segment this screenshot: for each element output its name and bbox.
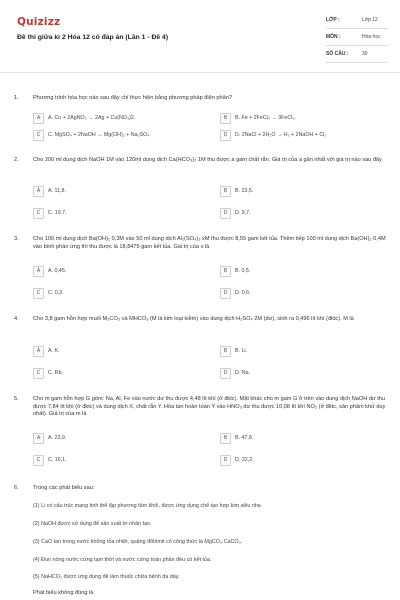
option-letter: C: [33, 455, 44, 466]
option-letter: B: [220, 186, 231, 197]
option-letter: D: [220, 288, 231, 299]
question-text: Cho m gam hỗn hợp G gồm: Na, Al, Fe vào nước dư thu được 4,48 lít khí (ở đktc). Mặt khác cho m gam G ở trên vào dung dịch NaOH dư thu được 7,84 lít khí (ở đktc) và dung dịch X, chất rắn Y. Hòa tan hoàn toàn Y vào HNO₃ dư thu được 10,08 lít khí NO₂ (ở đktc, sản phẩm khử duy nhất). Giá trị của m là: [33, 396, 386, 418]
option-letter: D: [220, 130, 231, 141]
header-divider: [0, 72, 400, 73]
option-letter: D: [220, 208, 231, 219]
option-letter: C: [33, 288, 44, 299]
option-text: D. Na.: [235, 370, 251, 376]
question-number: 6.: [14, 485, 19, 491]
statement-1: (1) Li có cấu trúc mạng tinh thể lập phương tâm khối, được ứng dụng chế tạo hợp kim siêu nhẹ.: [33, 503, 263, 509]
question-text: Cho 100 ml dung dịch Ba(OH)₂ 0,3M vào 50 ml dung dịch Al₂(SO₄)₃ xM thu được 8,55 gam kết tủa. Thêm tiếp 100 ml dung dịch Ba(OH)₂ 0,4M vào bình phản ứng thì thu được là 18,8475 gam kết tủa. Giá trị của x là: [33, 236, 386, 250]
statement-3: (3) CaO tan trong nước không tỏa nhiệt, quặng đôlômit có công thức là MgCO₃.CaCO₃.: [33, 539, 243, 545]
option-letter: D: [220, 368, 231, 379]
option-letter: A: [33, 186, 44, 197]
option-letter: B: [220, 346, 231, 357]
option-letter: D: [220, 455, 231, 466]
option-text: C. 19,7.: [48, 210, 67, 216]
option-text: C. Rb.: [48, 370, 64, 376]
meta-key: MÔN :: [326, 34, 341, 40]
meta-grade: [326, 12, 388, 29]
question-number: 4.: [14, 316, 19, 322]
question-text: Trong các phát biểu sau:: [33, 485, 95, 491]
option-letter: B: [220, 266, 231, 277]
option-letter: C: [33, 368, 44, 379]
option-text: D. 9,7.: [235, 210, 251, 216]
option-text: B. Li.: [235, 348, 248, 354]
option-text: C. 0,3.: [48, 290, 64, 296]
option-text: A. 11,8.: [48, 188, 66, 194]
option-letter: C: [33, 130, 44, 141]
meta-question-count: [326, 46, 388, 63]
option-text: B. 23,5.: [235, 188, 254, 194]
question-number: 1.: [14, 95, 19, 101]
question-text: Phương trình hóa học nào sau đây chỉ thực hiện bằng phương pháp điện phân?: [33, 95, 232, 101]
option-text: C. MgSO₄ + 2NaOH → Mg(OH)₂ + Na₂SO₄: [48, 132, 150, 138]
question-number: 5.: [14, 396, 19, 402]
option-text: A. K.: [48, 348, 60, 354]
question-number: 3.: [14, 236, 19, 242]
option-letter: A: [33, 346, 44, 357]
option-letter: A: [33, 113, 44, 124]
option-text: D. 32,2.: [235, 457, 254, 463]
option-text: B. Fe + 2FeCl₃ → 3FeCl₂.: [235, 115, 296, 121]
question-text: Cho 200 ml dung dịch NaOH 1M vào 120ml dung dịch Ca(HCO₃)₂ 1M thu được a gam chất rắn. Giá trị của a gần nhất với giá trị nào sau đây: [33, 157, 382, 163]
option-text: A. Cu + 2AgNO₃ → 2Ag + Cu(NO₃)2.: [48, 115, 136, 121]
option-text: B. 0,5.: [235, 268, 251, 274]
option-letter: B: [220, 433, 231, 444]
statement-5: (5) NaHCO₃ được ứng dụng để làm thuốc chữa bệnh dạ dày.: [33, 574, 180, 580]
quizizz-logo: Quizizz: [17, 16, 61, 28]
option-letter: B: [220, 113, 231, 124]
option-text: D. 0,6.: [235, 290, 251, 296]
page-header: [0, 0, 400, 72]
meta-value: 30: [362, 51, 368, 57]
option-text: D. 2NaCl + 2H₂O → H₂ + 2NaOH + Cl₂: [235, 132, 327, 138]
option-text: B. 47,8.: [235, 435, 254, 441]
option-letter: C: [33, 208, 44, 219]
statement-2: (2) NaOH được sử dụng để sản xuất tơ nhân tạo.: [33, 521, 152, 527]
option-letter: A: [33, 433, 44, 444]
meta-key: SỐ CÂU :: [326, 51, 349, 57]
meta-subject: [326, 29, 388, 46]
statement-4: (4) Đun nóng nước cứng tạm thời và nước cứng toàn phần đều có kết tủa.: [33, 557, 212, 563]
option-text: A. 0,45.: [48, 268, 67, 274]
question-text: Cho 3,8 gam hỗn hợp muối M₂CO₃ và MHCO₃ (M là kim loại kiềm) vào dung dịch H₂SO₄ 2M (dư), sinh ra 0,496 lít khí (đktc). M là: [33, 316, 354, 322]
meta-value: Hóa học: [362, 34, 381, 40]
option-text: A. 23,9.: [48, 435, 67, 441]
option-letter: A: [33, 266, 44, 277]
meta-key: LỚP :: [326, 17, 340, 23]
question-prompt: Phát biểu không đúng là: [33, 590, 94, 596]
meta-value: Lớp 12: [362, 17, 378, 23]
question-number: 2.: [14, 157, 19, 163]
page-title: Đề thi giữa kì 2 Hóa 12 có đáp án (Lần 1 - Đề 4): [17, 34, 169, 41]
option-text: C. 16,1.: [48, 457, 67, 463]
